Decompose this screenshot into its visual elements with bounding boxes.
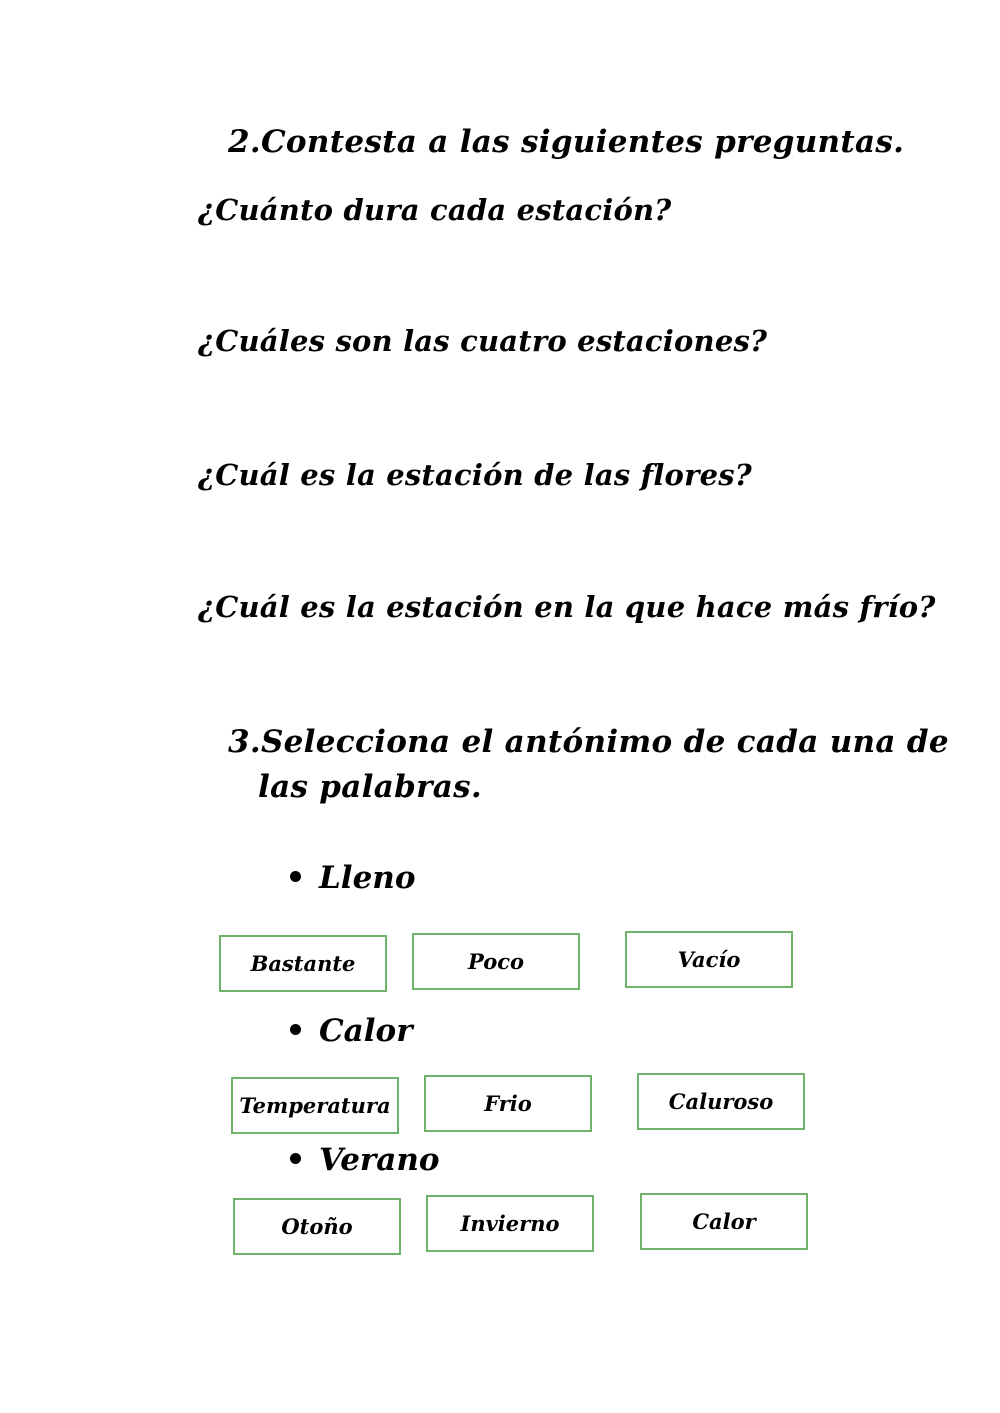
option-button[interactable] xyxy=(426,1195,594,1252)
bullet-word-label: Verano xyxy=(319,1142,440,1178)
bullet-word-verano xyxy=(290,1142,440,1178)
section-3-heading-line-1: 3.Selecciona el antónimo de cada una de xyxy=(228,724,949,760)
option-label: Poco xyxy=(467,949,525,974)
bullet-word-calor xyxy=(290,1013,413,1049)
option-button[interactable] xyxy=(412,933,580,990)
option-button[interactable] xyxy=(637,1073,805,1130)
option-button[interactable] xyxy=(231,1077,399,1134)
bullet-word-label: Lleno xyxy=(319,860,416,896)
bullet-icon xyxy=(290,1153,301,1164)
option-label: Bastante xyxy=(250,951,356,976)
option-label: Vacío xyxy=(677,947,741,972)
question-1: ¿Cuánto dura cada estación? xyxy=(198,193,672,227)
section-3-heading-line-2: las palabras. xyxy=(258,769,482,805)
option-label: Temperatura xyxy=(239,1093,391,1118)
option-label: Frio xyxy=(484,1091,532,1116)
question-2: ¿Cuáles son las cuatro estaciones? xyxy=(198,324,768,358)
option-button[interactable] xyxy=(424,1075,592,1132)
option-label: Otoño xyxy=(281,1214,353,1239)
bullet-icon xyxy=(290,871,301,882)
question-4: ¿Cuál es la estación en la que hace más frío? xyxy=(198,590,936,624)
option-button[interactable] xyxy=(219,935,387,992)
option-button[interactable] xyxy=(625,931,793,988)
option-button[interactable] xyxy=(640,1193,808,1250)
bullet-icon xyxy=(290,1024,301,1035)
option-label: Caluroso xyxy=(668,1089,774,1114)
bullet-word-label: Calor xyxy=(319,1013,413,1049)
section-2-heading: 2.Contesta a las siguientes preguntas. xyxy=(228,124,905,160)
option-button[interactable] xyxy=(233,1198,401,1255)
question-3: ¿Cuál es la estación de las flores? xyxy=(198,458,752,492)
option-label: Invierno xyxy=(460,1211,560,1236)
bullet-word-lleno xyxy=(290,860,416,896)
option-label: Calor xyxy=(692,1209,756,1234)
